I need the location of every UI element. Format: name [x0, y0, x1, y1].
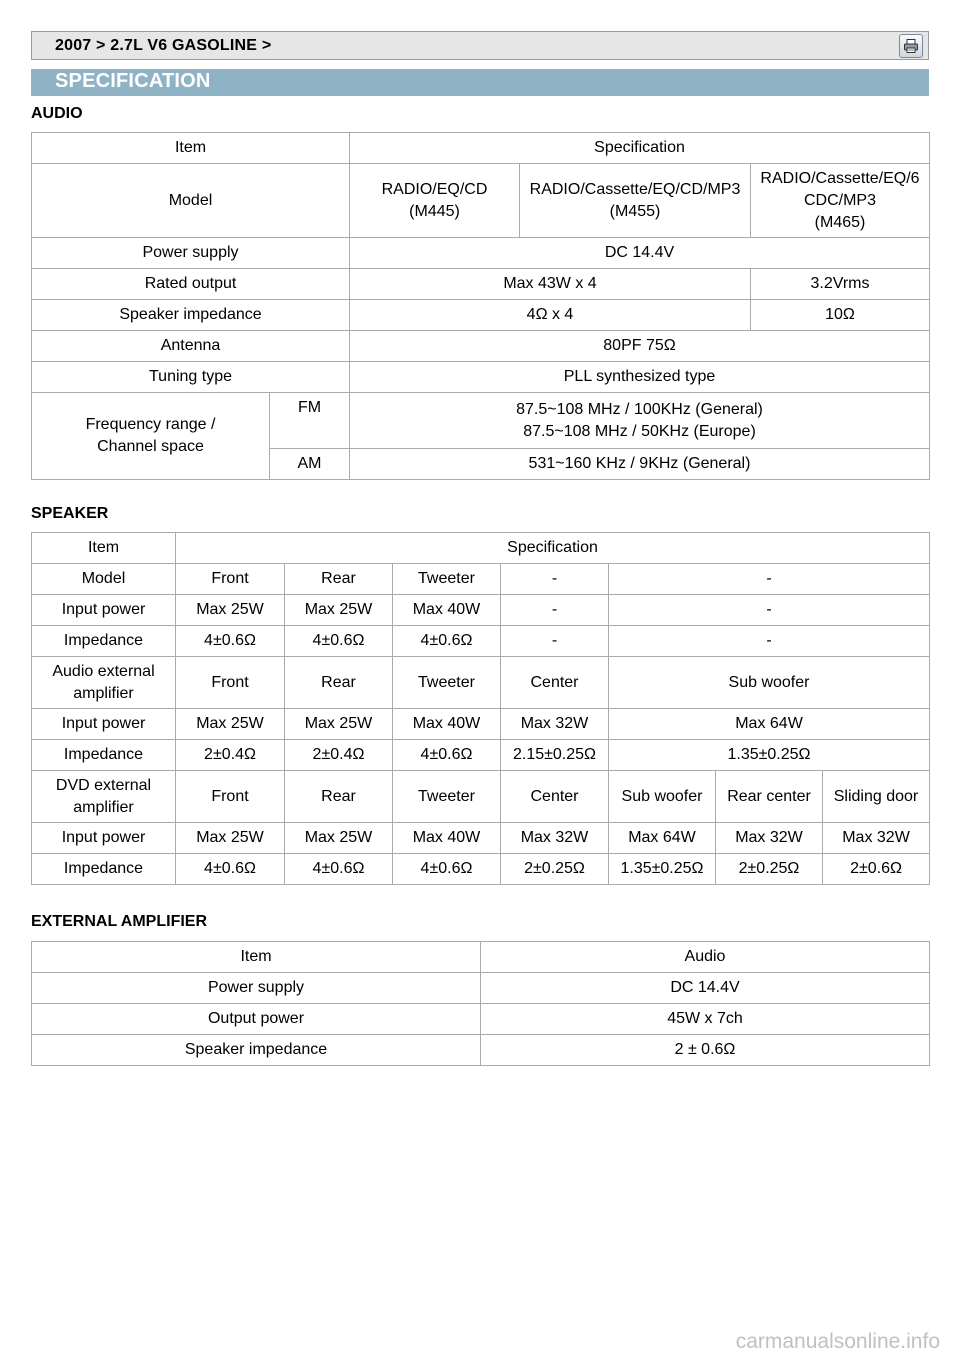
cell: Audio external amplifier: [32, 657, 176, 709]
cell: Antenna: [32, 331, 350, 362]
title-banner: [31, 69, 929, 96]
cell: Tuning type: [32, 362, 350, 393]
table-row: [32, 238, 930, 269]
cell: Max 64W: [609, 823, 716, 854]
cell: Max 32W: [716, 823, 823, 854]
table-row: [32, 564, 930, 595]
audio-heading: AUDIO: [31, 105, 83, 122]
am-label: AM: [270, 449, 350, 480]
cell: 2 ± 0.6Ω: [481, 1035, 930, 1066]
fm-value: 87.5~108 MHz / 100KHz (General) 87.5~108 MHz / 50KHz (Europe): [350, 393, 930, 449]
cell: Model: [32, 564, 176, 595]
cell: Max 32W: [823, 823, 930, 854]
cell: Max 64W: [609, 709, 930, 740]
cell: 10Ω: [751, 300, 930, 331]
cell: Rear: [285, 564, 393, 595]
speaker-heading: SPEAKER: [31, 505, 109, 522]
cell: -: [609, 595, 930, 626]
cell: Max 25W: [285, 823, 393, 854]
audio-table: [31, 132, 930, 480]
printer-icon: [903, 38, 919, 54]
cell: 4±0.6Ω: [393, 626, 501, 657]
cell: Speaker impedance: [32, 300, 350, 331]
cell: Max 40W: [393, 595, 501, 626]
cell: Center: [501, 657, 609, 709]
cell: -: [501, 626, 609, 657]
cell: DC 14.4V: [481, 973, 930, 1004]
speaker-table: [31, 532, 930, 885]
table-row: [32, 771, 930, 823]
cell: 2±0.25Ω: [501, 854, 609, 885]
cell: Audio: [481, 942, 930, 973]
table-row: [32, 657, 930, 709]
fm-label: FM: [270, 393, 350, 449]
cell: 45W x 7ch: [481, 1004, 930, 1035]
cell: -: [501, 595, 609, 626]
print-button[interactable]: [899, 34, 923, 58]
cell: Max 25W: [285, 709, 393, 740]
table-row: [32, 1004, 930, 1035]
table-row: [32, 973, 930, 1004]
breadcrumb[interactable]: 2007 > 2.7L V6 GASOLINE >: [55, 37, 272, 54]
table-row: [32, 133, 930, 164]
speaker-head-item: Item: [32, 533, 176, 564]
cell: Power supply: [32, 973, 481, 1004]
cell: Item: [32, 942, 481, 973]
table-row: [32, 164, 930, 238]
cell: Max 43W x 4: [350, 269, 751, 300]
cell: Front: [176, 564, 285, 595]
table-row: [32, 709, 930, 740]
cell: 1.35±0.25Ω: [609, 740, 930, 771]
cell: Max 25W: [176, 709, 285, 740]
cell: 2±0.6Ω: [823, 854, 930, 885]
cell: Impedance: [32, 740, 176, 771]
cell: 2±0.4Ω: [176, 740, 285, 771]
cell: Input power: [32, 595, 176, 626]
cell: 2±0.25Ω: [716, 854, 823, 885]
table-row: [32, 269, 930, 300]
cell: -: [609, 564, 930, 595]
cell: 1.35±0.25Ω: [609, 854, 716, 885]
cell: Tweeter: [393, 771, 501, 823]
cell: 2±0.4Ω: [285, 740, 393, 771]
cell: Impedance: [32, 626, 176, 657]
cell: Output power: [32, 1004, 481, 1035]
audio-head-spec: Specification: [350, 133, 930, 164]
external-amplifier-heading: EXTERNAL AMPLIFIER: [31, 913, 208, 930]
cell: 2.15±0.25Ω: [501, 740, 609, 771]
cell: 80PF 75Ω: [350, 331, 930, 362]
cell: 4±0.6Ω: [285, 626, 393, 657]
cell: Tweeter: [393, 657, 501, 709]
table-row: [32, 362, 930, 393]
cell: Sliding door: [823, 771, 930, 823]
table-row: [32, 533, 930, 564]
cell: Rear: [285, 771, 393, 823]
cell: Max 32W: [501, 709, 609, 740]
cell: 4±0.6Ω: [176, 626, 285, 657]
external-amplifier-table: [31, 941, 930, 1066]
audio-model-m455: RADIO/Cassette/EQ/CD/MP3 (M455): [520, 164, 751, 238]
cell: Max 25W: [176, 823, 285, 854]
table-row: [32, 626, 930, 657]
cell: Power supply: [32, 238, 350, 269]
cell: Max 32W: [501, 823, 609, 854]
watermark: carmanualsonline.info: [735, 1330, 940, 1353]
cell: Rear center: [716, 771, 823, 823]
table-row: [32, 300, 930, 331]
cell: Impedance: [32, 854, 176, 885]
am-value: 531~160 KHz / 9KHz (General): [350, 449, 930, 480]
cell: 3.2Vrms: [751, 269, 930, 300]
cell: Front: [176, 771, 285, 823]
table-row: [32, 942, 930, 973]
cell: 4±0.6Ω: [285, 854, 393, 885]
table-row: [32, 393, 930, 449]
table-row: [32, 1035, 930, 1066]
cell: Max 25W: [176, 595, 285, 626]
audio-model-m445: RADIO/EQ/CD (M445): [350, 164, 520, 238]
cell: DC 14.4V: [350, 238, 930, 269]
cell: Rated output: [32, 269, 350, 300]
table-row: [32, 595, 930, 626]
cell: Input power: [32, 823, 176, 854]
cell: PLL synthesized type: [350, 362, 930, 393]
cell: 4Ω x 4: [350, 300, 751, 331]
cell: 4±0.6Ω: [393, 740, 501, 771]
audio-model-label: Model: [32, 164, 350, 238]
cell: 4±0.6Ω: [393, 854, 501, 885]
cell: DVD external amplifier: [32, 771, 176, 823]
cell: Sub woofer: [609, 771, 716, 823]
table-row: [32, 823, 930, 854]
cell: Max 25W: [285, 595, 393, 626]
cell: 4±0.6Ω: [176, 854, 285, 885]
page-title: SPECIFICATION: [55, 70, 211, 92]
cell: Max 40W: [393, 823, 501, 854]
cell: Center: [501, 771, 609, 823]
cell: Sub woofer: [609, 657, 930, 709]
speaker-head-spec: Specification: [176, 533, 930, 564]
frequency-label: Frequency range / Channel space: [32, 393, 270, 480]
audio-model-m465: RADIO/Cassette/EQ/6 CDC/MP3 (M465): [751, 164, 930, 238]
table-row: [32, 331, 930, 362]
cell: Max 40W: [393, 709, 501, 740]
audio-head-item: Item: [32, 133, 350, 164]
cell: -: [501, 564, 609, 595]
cell: -: [609, 626, 930, 657]
table-row: [32, 854, 930, 885]
cell: Speaker impedance: [32, 1035, 481, 1066]
cell: Input power: [32, 709, 176, 740]
breadcrumb-bar: [31, 31, 929, 60]
table-row: [32, 740, 930, 771]
cell: Front: [176, 657, 285, 709]
cell: Tweeter: [393, 564, 501, 595]
cell: Rear: [285, 657, 393, 709]
